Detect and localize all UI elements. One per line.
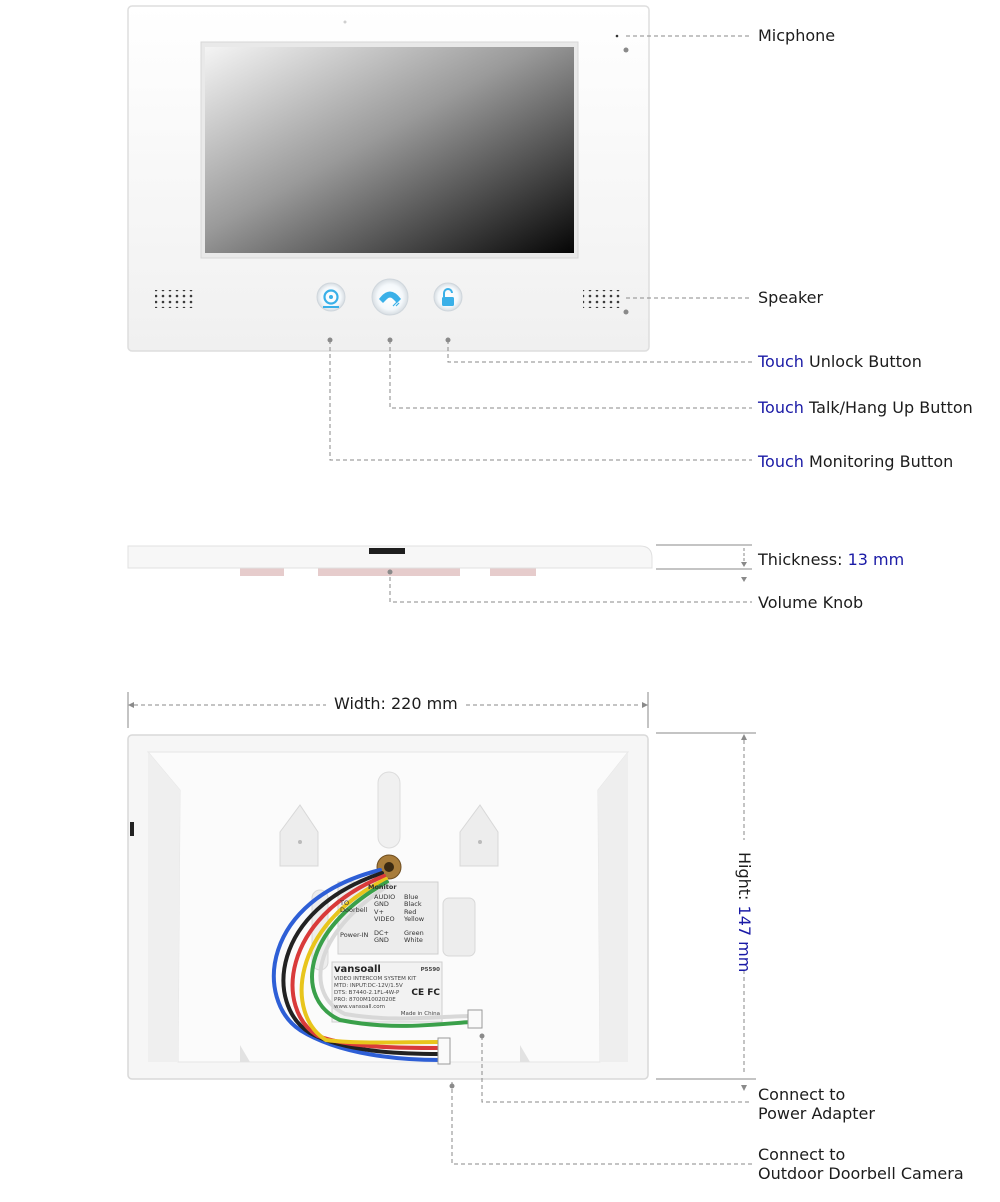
made-in: Made in China xyxy=(400,1011,440,1017)
display-screen xyxy=(205,47,574,253)
sticker-wire: Black xyxy=(404,900,422,908)
sticker-wire: White xyxy=(404,936,423,944)
label-line: PRO: 8700M1002020E xyxy=(334,997,396,1003)
unlock-button xyxy=(434,283,462,311)
power-adapter-label xyxy=(758,1085,875,1123)
height-value: 147 mm xyxy=(735,905,754,973)
height-text: Hight: xyxy=(735,852,754,906)
speaker-grille-left xyxy=(155,290,195,308)
certification-marks: CE FC xyxy=(411,988,440,998)
monitor-front-view xyxy=(128,6,649,351)
height-label xyxy=(734,852,754,972)
monitoring-text: Monitoring Button xyxy=(803,452,954,471)
monitoring-button-label xyxy=(758,452,953,472)
talk-hangup-button xyxy=(372,279,408,315)
product-label-text xyxy=(334,964,440,1022)
sticker-pin: DC+ xyxy=(374,928,389,937)
sticker-wire: Blue xyxy=(404,892,419,901)
sticker-pin: GND xyxy=(374,936,389,944)
camera-line-1: Connect to xyxy=(758,1145,846,1164)
monitoring-button xyxy=(317,283,345,311)
label-line: DTS: B7440-2.1FL-4W-P xyxy=(334,990,400,996)
speaker-label: Speaker xyxy=(758,288,824,307)
volume-knob xyxy=(369,548,405,554)
thickness-text: Thickness: xyxy=(758,550,848,569)
thickness-value: 13 mm xyxy=(847,550,905,569)
label-line: VIDEO INTERCOM SYSTEM KIT xyxy=(334,976,417,982)
microphone-label: Micphone xyxy=(758,26,836,45)
sticker-pin: GND xyxy=(374,900,389,908)
thickness-label xyxy=(758,550,904,570)
wiring-sticker-text xyxy=(340,884,438,954)
sticker-wire: Green xyxy=(404,928,424,937)
width-label: Width: 220 mm xyxy=(334,694,458,713)
power-line-2: Power Adapter xyxy=(758,1104,875,1123)
label-line: MTD: INPUT:DC-12V/1.5V xyxy=(334,983,403,989)
touch-prefix: Touch xyxy=(758,452,804,471)
unlock-text: Unlock Button xyxy=(803,352,922,371)
volume-knob-label: Volume Knob xyxy=(758,593,864,612)
camera-label xyxy=(758,1145,964,1183)
sticker-title: Monitor xyxy=(368,883,397,891)
talk-text: Talk/Hang Up Button xyxy=(803,398,973,417)
talk-button-label xyxy=(758,398,973,418)
speaker-grille-right xyxy=(583,290,623,308)
brand-name: vansoall xyxy=(334,964,381,975)
camera-connector xyxy=(438,1038,450,1064)
unlock-button-label xyxy=(758,352,922,372)
sticker-pin: AUDIO xyxy=(374,892,396,901)
power-line-1: Connect to xyxy=(758,1085,846,1104)
sticker-wire: Red xyxy=(404,907,417,916)
sticker-pin: VIDEO xyxy=(374,915,395,923)
model-number: P5590 xyxy=(420,967,440,973)
sticker-wire: Yellow xyxy=(404,915,425,923)
power-connector xyxy=(468,1010,482,1028)
touch-prefix: Touch xyxy=(758,352,804,371)
camera-line-2: Outdoor Doorbell Camera xyxy=(758,1164,964,1183)
sticker-power-label: Power-IN xyxy=(340,930,369,939)
label-line: www.vansoall.com xyxy=(334,1004,386,1010)
sticker-pin: V+ xyxy=(374,907,384,916)
sticker-doorbell-label: TO Doorbell xyxy=(340,898,368,914)
touch-prefix: Touch xyxy=(758,398,804,417)
